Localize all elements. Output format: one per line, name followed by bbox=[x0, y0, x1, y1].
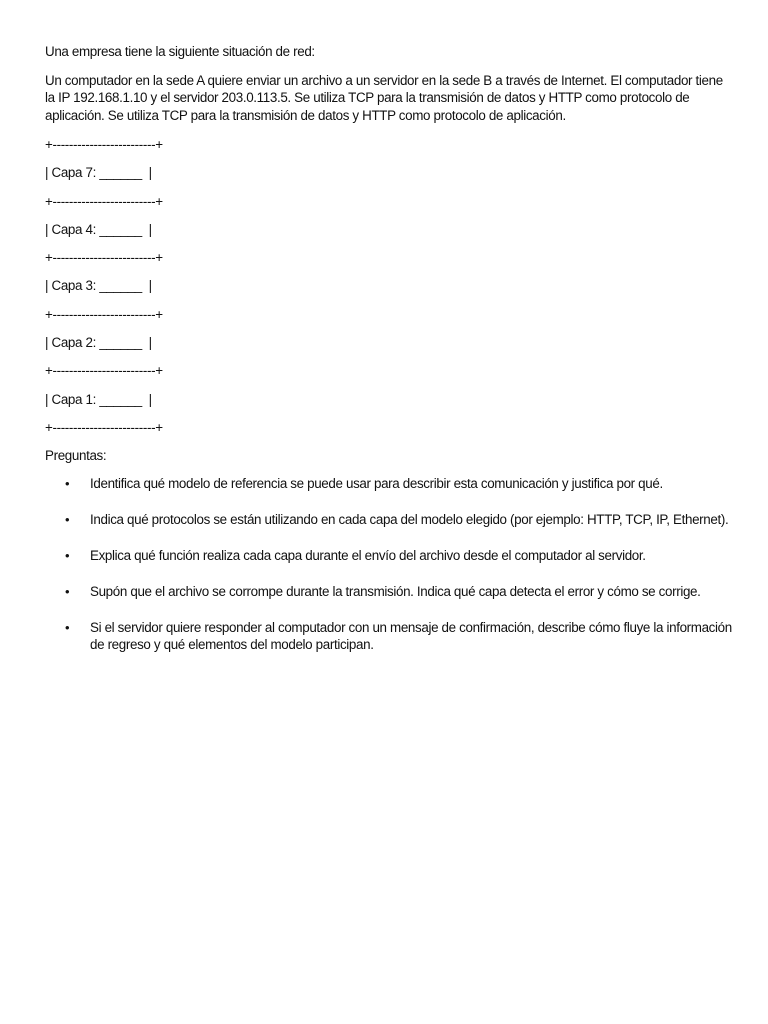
scenario-text: Un computador en la sede A quiere enviar un archivo a un servidor en la sede B a través de Internet. El computador tiene la IP 192.168.1.10 y el servidor 203.0.113.5. Se utiliza TCP para la transmisión de datos y HTTP como protocolo de aplicación. Se utiliza TCP para la transmisión de datos y HTTP como protocolo de aplicación. bbox=[45, 72, 723, 123]
diagram-layer-4: | Capa 4: ______ | bbox=[45, 221, 152, 237]
question-text: Identifica qué modelo de referencia se puede usar para describir esta comunicación y justifica por qué. bbox=[90, 475, 663, 491]
list-item bbox=[45, 475, 735, 493]
intro-text: Una empresa tiene la siguiente situación de red: bbox=[45, 44, 315, 59]
document-page bbox=[45, 43, 735, 672]
diagram-layer-7: | Capa 7: ______ | bbox=[45, 165, 152, 181]
diagram-border: +-------------------------+ bbox=[45, 137, 163, 152]
questions-heading: Preguntas: bbox=[45, 448, 107, 464]
list-item bbox=[45, 619, 735, 654]
diagram-border: +-------------------------+ bbox=[45, 363, 163, 379]
diagram-border: +-------------------------+ bbox=[45, 193, 163, 209]
question-text: Supón que el archivo se corrompe durante la transmisión. Indica qué capa detecta el error y cómo se corrige. bbox=[90, 583, 701, 599]
diagram-border: +-------------------------+ bbox=[45, 306, 163, 322]
list-item bbox=[45, 547, 735, 565]
diagram-layer-2: | Capa 2: ______ | bbox=[45, 335, 152, 351]
bullet-icon: • bbox=[65, 475, 70, 491]
diagram-layer-3: | Capa 3: ______ | bbox=[45, 278, 152, 294]
question-text: Indica qué protocolos se están utilizando en cada capa del modelo elegido (por ejemplo: HTTP, TCP, IP, Ethernet). bbox=[90, 511, 729, 527]
list-item bbox=[45, 511, 735, 529]
questions-list bbox=[45, 475, 735, 654]
diagram-layer-1: | Capa 1: ______ | bbox=[45, 391, 152, 407]
question-text: Explica qué función realiza cada capa durante el envío del archivo desde el computador al servidor. bbox=[90, 547, 646, 563]
bullet-icon: • bbox=[65, 547, 70, 563]
diagram-border: +-------------------------+ bbox=[45, 419, 163, 435]
bullet-icon: • bbox=[65, 511, 70, 527]
bullet-icon: • bbox=[65, 619, 70, 635]
layer-diagram bbox=[45, 136, 735, 447]
diagram-border: +-------------------------+ bbox=[45, 250, 163, 266]
question-text: Si el servidor quiere responder al computador con un mensaje de confirmación, describe cómo fluye la información de regreso y qué elementos del modelo participan. bbox=[90, 619, 732, 653]
list-item bbox=[45, 583, 735, 601]
bullet-icon: • bbox=[65, 583, 70, 599]
